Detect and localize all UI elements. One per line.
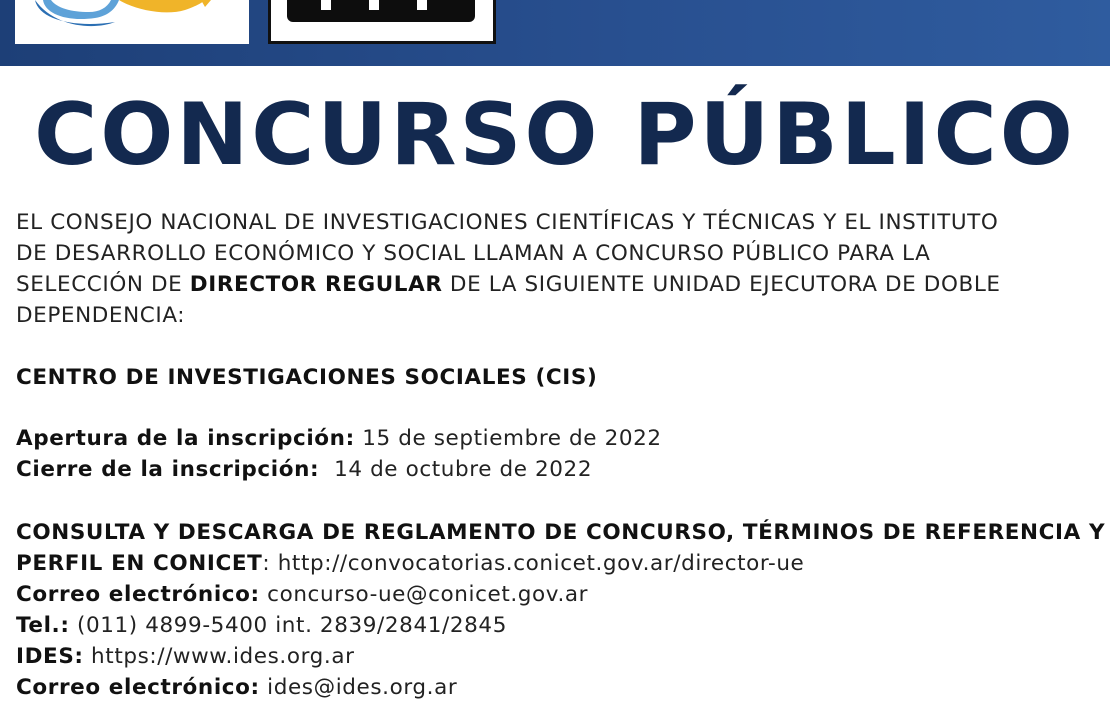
phone-value: (011) 4899-5400 int. 2839/2841/2845	[69, 613, 507, 638]
email-row-ides	[16, 672, 1096, 703]
registration-dates	[16, 423, 662, 485]
opening-value: 15 de septiembre de 2022	[354, 426, 662, 451]
intro-line-1: EL CONSEJO NACIONAL DE INVESTIGACIONES CIENTÍFICAS Y TÉCNICAS Y EL INSTITUTO	[16, 210, 999, 235]
email-row-conicet	[16, 579, 1096, 610]
consult-row-1	[16, 517, 1106, 548]
contact-info	[16, 517, 1106, 703]
intro-line-3	[16, 269, 1096, 300]
closing-date-row	[16, 454, 662, 485]
consult-row-2	[16, 548, 1096, 579]
consult-url[interactable]: : http://convocatorias.conicet.gov.ar/director-ue	[262, 551, 805, 576]
closing-value: 14 de octubre de 2022	[319, 457, 593, 482]
ides-wordmark-icon	[287, 0, 475, 22]
email-label-ides: Correo electrónico:	[16, 675, 260, 700]
ides-url[interactable]: https://www.ides.org.ar	[83, 644, 355, 669]
intro-line-2: DE DESARROLLO ECONÓMICO Y SOCIAL LLAMAN A CONCURSO PÚBLICO PARA LA	[16, 241, 931, 266]
phone-row	[16, 610, 1096, 641]
header-band	[0, 0, 1110, 66]
intro-line-4: DEPENDENCIA:	[16, 303, 186, 328]
conicet-logo	[15, 0, 249, 44]
email-conicet[interactable]: concurso-ue@conicet.gov.ar	[259, 582, 589, 607]
ides-logo	[268, 0, 496, 44]
director-role: DIRECTOR REGULAR	[189, 272, 443, 297]
opening-date-row	[16, 423, 662, 454]
consult-label-2: PERFIL EN CONICET	[16, 551, 263, 576]
email-label-conicet: Correo electrónico:	[16, 582, 260, 607]
phone-label: Tel.:	[16, 613, 70, 638]
ides-row	[16, 641, 1096, 672]
consult-label-1: CONSULTA Y DESCARGA DE REGLAMENTO DE CONCURSO, TÉRMINOS DE REFERENCIA Y	[16, 520, 1106, 545]
ides-label: IDES:	[16, 644, 84, 669]
conicet-emblem-icon	[15, 0, 249, 44]
email-ides[interactable]: ides@ides.org.ar	[259, 675, 458, 700]
intro-line-3-pre: SELECCIÓN DE	[16, 272, 190, 297]
closing-label: Cierre de la inscripción:	[16, 457, 320, 482]
page-title: CONCURSO PÚBLICO	[34, 85, 1076, 185]
intro-line-3-post: DE LA SIGUIENTE UNIDAD EJECUTORA DE DOBLE	[442, 272, 1001, 297]
intro-paragraph	[16, 207, 1096, 331]
opening-label: Apertura de la inscripción:	[16, 426, 355, 451]
center-name: CENTRO DE INVESTIGACIONES SOCIALES (CIS)	[16, 365, 598, 390]
